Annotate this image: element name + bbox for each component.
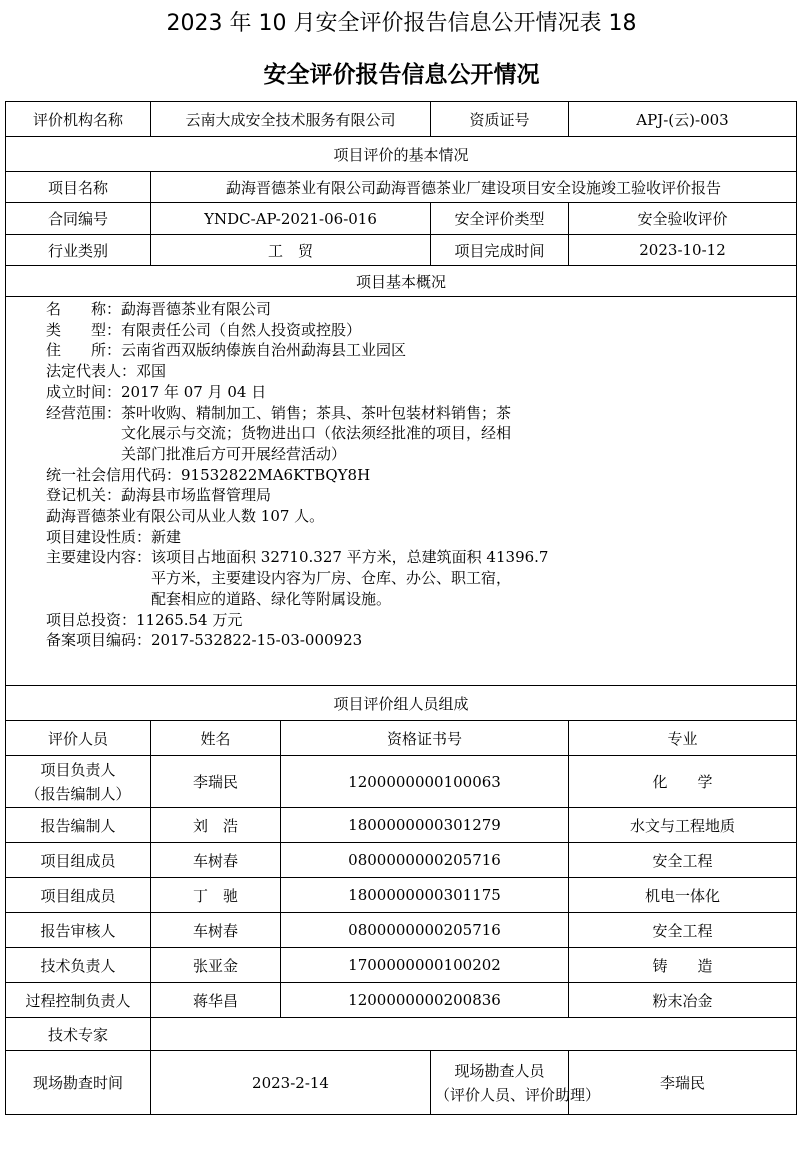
overview-employees-text: 勐海晋德茶业有限公司从业人数 107 人。 xyxy=(46,507,325,526)
team-cert: 0800000000205716 xyxy=(281,843,569,878)
cert-value: APJ-(云)-003 xyxy=(569,102,797,137)
finish-value: 2023-10-12 xyxy=(569,235,797,266)
contract-value: YNDC-AP-2021-06-016 xyxy=(151,203,431,235)
table-row xyxy=(6,808,797,843)
team-name: 张亚金 xyxy=(151,948,281,983)
overview-name-label: 名 称： xyxy=(46,300,122,318)
team-role: 过程控制负责人 xyxy=(6,983,151,1018)
overview-content-label: 主要建设内容： xyxy=(46,548,152,567)
document-title: 2023 年 10 月安全评价报告信息公开情况表 18 xyxy=(166,11,637,36)
team-role: 技术负责人 xyxy=(6,948,151,983)
team-header-name: 姓名 xyxy=(151,721,281,756)
overview-investment-label: 项目总投资： xyxy=(46,610,137,629)
overview-name xyxy=(46,299,796,320)
team-cert: 1800000000301279 xyxy=(281,808,569,843)
table-row xyxy=(6,878,797,913)
basic-section-header xyxy=(6,137,797,172)
team-major: 安全工程 xyxy=(569,913,797,948)
overview-record xyxy=(46,630,796,651)
overview-scope-line: 茶叶收购、精制加工、销售；茶具、茶叶包装材料销售；茶 xyxy=(121,403,512,422)
overview-record-label: 备案项目编码： xyxy=(46,631,152,650)
overview-type-value: 有限责任公司（自然人投资或控股） xyxy=(121,320,362,339)
team-major: 铸 造 xyxy=(569,948,797,983)
team-name: 车树春 xyxy=(151,913,281,948)
overview-row xyxy=(6,297,797,686)
overview-legal-label: 法定代表人： xyxy=(46,362,137,381)
table-row xyxy=(6,756,797,808)
overview-scope xyxy=(46,403,796,465)
overview-registrar xyxy=(46,485,796,506)
team-header-cert: 资格证书号 xyxy=(281,721,569,756)
overview-scope-line: 文化展示与交流；货物进出口（依法须经批准的项目，经相 xyxy=(121,424,512,443)
contract-label: 合同编号 xyxy=(6,203,151,235)
overview-content xyxy=(46,547,796,609)
team-header-major: 专业 xyxy=(569,721,797,756)
overview-address xyxy=(46,340,796,361)
site-staff-label-line: 现场勘查人员 xyxy=(454,1061,545,1080)
team-section-header xyxy=(6,686,797,721)
overview-registrar-label: 登记机关： xyxy=(46,486,122,505)
overview-credit xyxy=(46,465,796,486)
team-name: 车树春 xyxy=(151,843,281,878)
site-staff-value: 李瑞民 xyxy=(569,1051,797,1115)
team-role xyxy=(6,756,151,808)
overview-scope-value xyxy=(121,403,511,465)
industry-label: 行业类别 xyxy=(6,235,151,266)
site-time-label: 现场勘查时间 xyxy=(6,1051,151,1115)
table-row xyxy=(6,913,797,948)
expert-label: 技术专家 xyxy=(6,1018,151,1051)
overview-scope-line: 关部门批准后方可开展经营活动） xyxy=(121,444,347,463)
team-role-line: 项目负责人 xyxy=(40,760,116,779)
finish-label: 项目完成时间 xyxy=(431,235,569,266)
industry-value: 工 贸 xyxy=(151,235,431,266)
overview-scope-label: 经营范围： xyxy=(46,403,122,422)
team-cert: 1200000000200836 xyxy=(281,983,569,1018)
team-major: 粉末冶金 xyxy=(569,983,797,1018)
team-cert: 1700000000100202 xyxy=(281,948,569,983)
project-name-row xyxy=(6,172,797,203)
overview-address-label: 住 所： xyxy=(46,341,122,360)
overview-section-title: 项目基本概况 xyxy=(6,266,797,297)
table-row xyxy=(6,983,797,1018)
team-name: 丁 驰 xyxy=(151,878,281,913)
contract-row xyxy=(6,203,797,235)
overview-legal xyxy=(46,361,796,382)
industry-row xyxy=(6,235,797,266)
team-major: 机电一体化 xyxy=(569,878,797,913)
team-major: 化 学 xyxy=(569,756,797,808)
overview-investment-value: 11265.54 万元 xyxy=(136,610,243,629)
disclosure-table xyxy=(5,101,797,1115)
overview-legal-value: 邓国 xyxy=(136,362,167,381)
overview-record-value: 2017-532822-15-03-000923 xyxy=(151,631,363,650)
overview-name-value: 勐海晋德茶业有限公司 xyxy=(121,300,272,318)
overview-registrar-value: 勐海县市场监督管理局 xyxy=(121,486,272,505)
eval-type-value: 安全验收评价 xyxy=(569,203,797,235)
basic-section-title: 项目评价的基本情况 xyxy=(6,137,797,172)
site-staff-label-line: （评价人员、评价助理） xyxy=(435,1085,601,1104)
overview-founded-label: 成立时间： xyxy=(46,382,122,401)
overview-credit-value: 91532822MA6KTBQY8H xyxy=(181,465,371,484)
overview-employees xyxy=(46,506,796,527)
overview-content-line: 该项目占地面积 32710.327 平方米，总建筑面积 41396.7 xyxy=(151,548,549,567)
team-role-line: （报告编制人） xyxy=(25,784,131,803)
team-name: 刘 浩 xyxy=(151,808,281,843)
document-subtitle: 安全评价报告信息公开情况 xyxy=(263,62,540,88)
overview-investment xyxy=(46,610,796,631)
table-row xyxy=(6,948,797,983)
team-name: 蒋华昌 xyxy=(151,983,281,1018)
org-label: 评价机构名称 xyxy=(6,102,151,137)
overview-founded xyxy=(46,382,796,403)
expert-row xyxy=(6,1018,797,1051)
overview-nature-value: 新建 xyxy=(151,527,182,546)
team-major: 安全工程 xyxy=(569,843,797,878)
team-cert: 0800000000205716 xyxy=(281,913,569,948)
site-row xyxy=(6,1051,797,1115)
overview-content-line: 平方米，主要建设内容为厂房、仓库、办公、职工宿， xyxy=(151,569,512,588)
overview-cell xyxy=(6,297,797,686)
overview-credit-label: 统一社会信用代码： xyxy=(46,465,182,484)
team-cert: 1200000000100063 xyxy=(281,756,569,808)
overview-nature xyxy=(46,527,796,548)
team-major: 水文与工程地质 xyxy=(569,808,797,843)
cert-label: 资质证号 xyxy=(431,102,569,137)
org-value: 云南大成安全技术服务有限公司 xyxy=(151,102,431,137)
team-name: 李瑞民 xyxy=(151,756,281,808)
overview-type xyxy=(46,320,796,341)
overview-nature-label: 项目建设性质： xyxy=(46,527,152,546)
eval-type-label: 安全评价类型 xyxy=(431,203,569,235)
team-section-title: 项目评价组人员组成 xyxy=(6,686,797,721)
team-header-role: 评价人员 xyxy=(6,721,151,756)
team-cert: 1800000000301175 xyxy=(281,878,569,913)
overview-founded-value: 2017 年 07 月 04 日 xyxy=(121,382,267,401)
project-name-value: 勐海晋德茶业有限公司勐海晋德茶业厂建设项目安全设施竣工验收评价报告 xyxy=(151,172,797,203)
team-role: 报告编制人 xyxy=(6,808,151,843)
project-name-label: 项目名称 xyxy=(6,172,151,203)
overview-type-label: 类 型： xyxy=(46,320,122,339)
team-role: 报告审核人 xyxy=(6,913,151,948)
overview-address-value: 云南省西双版纳傣族自治州勐海县工业园区 xyxy=(121,341,407,360)
overview-content-line: 配套相应的道路、绿化等附属设施。 xyxy=(151,589,392,608)
team-role: 项目组成员 xyxy=(6,878,151,913)
overview-block xyxy=(6,299,796,651)
site-staff-label xyxy=(431,1051,601,1115)
org-row xyxy=(6,102,797,137)
table-row xyxy=(6,843,797,878)
site-time-value: 2023-2-14 xyxy=(151,1051,431,1115)
team-role: 项目组成员 xyxy=(6,843,151,878)
overview-content-value xyxy=(151,547,548,609)
expert-value xyxy=(151,1018,797,1051)
overview-section-header xyxy=(6,266,797,297)
team-header-row xyxy=(6,721,797,756)
